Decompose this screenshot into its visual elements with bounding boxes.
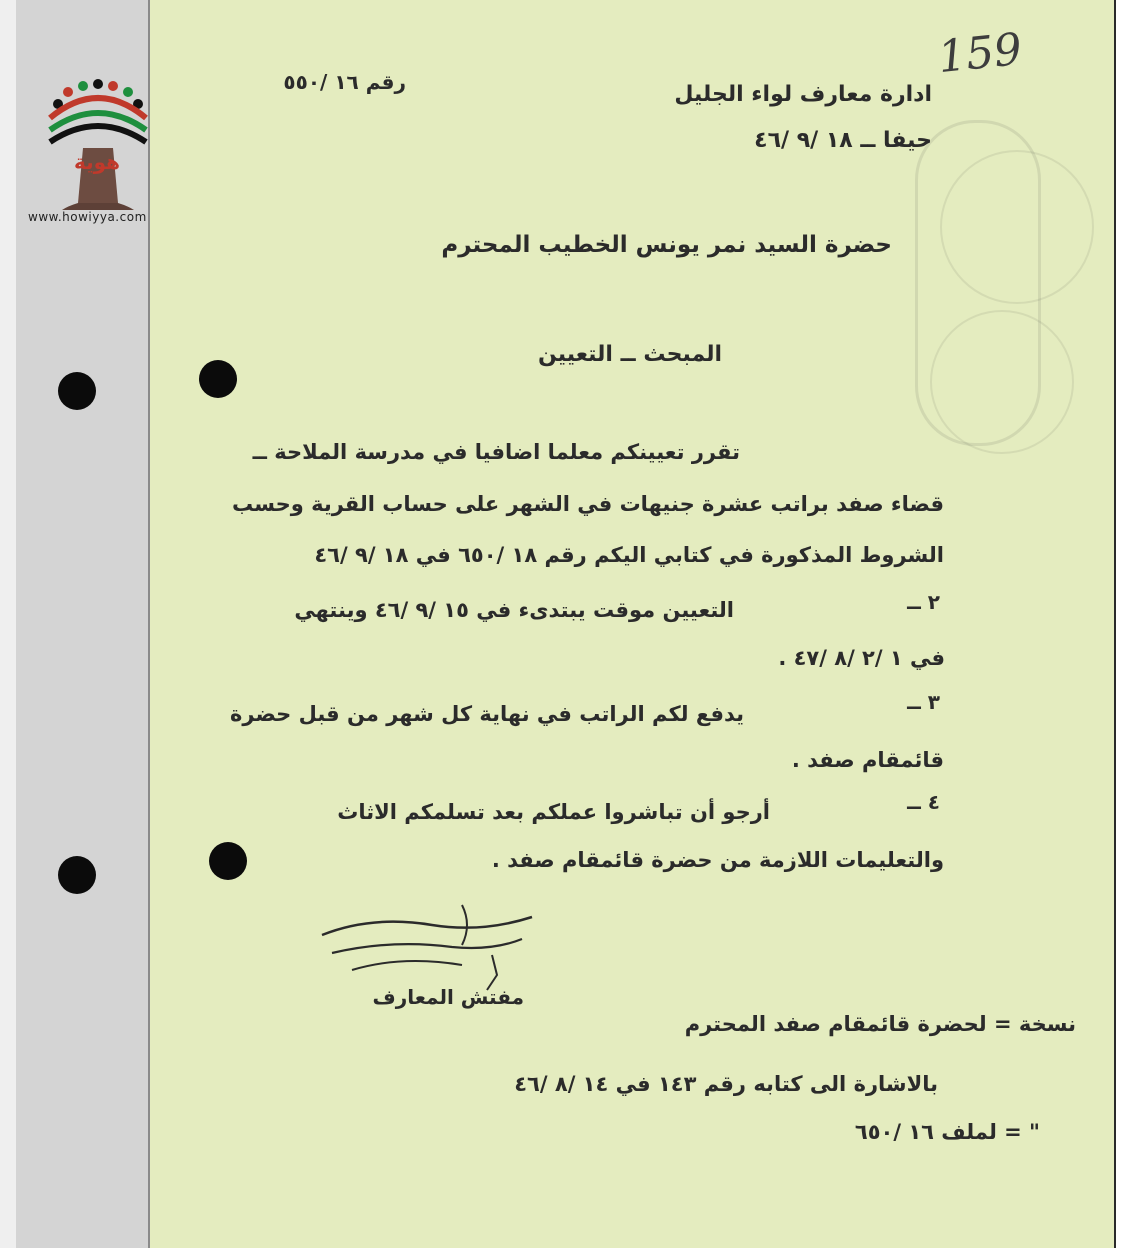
- reference-number: رقم ١٦ /٥٥٠: [283, 70, 406, 94]
- place-date: حيفا ــ ١٨ /٩ /٤٦: [754, 128, 932, 153]
- copy-note-line-3: " = لملف ١٦ /٦٥٠: [854, 1120, 1040, 1144]
- page-right-edge: [1114, 0, 1126, 1248]
- item-2-line-1: التعيين موقت يبتدىء في ١٥ /٩ /٤٦ وينتهي: [294, 598, 734, 622]
- faded-stamp-circle: [930, 310, 1074, 454]
- item-2-number: ٢ ــ: [907, 590, 940, 614]
- logo-brand-text: هوية: [74, 150, 121, 174]
- paragraph-1-line-1: تقرر تعيينكم معلما اضافيا في مدرسة الملاحة ــ: [252, 440, 740, 464]
- punch-hole-left-top: [58, 372, 96, 410]
- paragraph-1-line-2: قضاء صفد براتب عشرة جنيهات في الشهر على حساب القرية وحسب: [232, 492, 944, 516]
- item-3-number: ٣ ــ: [907, 690, 940, 714]
- subject-line: المبحث ــ التعيين: [538, 342, 722, 367]
- item-3-line-2: قائمقام صفد .: [791, 748, 944, 772]
- addressee: حضرة السيد نمر يونس الخطيب المحترم: [441, 232, 892, 258]
- punch-hole-right-top: [199, 360, 237, 398]
- copy-note-line-1: نسخة = لحضرة قائمقام صفد المحترم: [684, 1012, 1076, 1036]
- people-icons: [50, 79, 146, 142]
- punch-hole-right-bottom: [209, 842, 247, 880]
- page-number: 159: [935, 23, 1025, 84]
- item-4-line-2: والتعليمات اللازمة من حضرة قائمقام صفد .: [491, 848, 944, 872]
- item-3-line-1: يدفع لكم الراتب في نهاية كل شهر من قبل حضرة: [230, 702, 744, 726]
- item-4-number: ٤ ــ: [907, 790, 940, 814]
- item-2-line-2: في ١ /٢ /٨ /٤٧ .: [778, 646, 945, 670]
- copy-note-line-2: بالاشارة الى كتابه رقم ١٤٣ في ١٤ /٨ /٤٦: [514, 1072, 938, 1096]
- paragraph-1-line-3: الشروط المذكورة في كتابي اليكم رقم ١٨ /٦٥٠ في ١٨ /٩ /٤٦: [314, 543, 944, 567]
- item-4-line-1: أرجو أن تباشروا عملكم بعد تسلمكم الاثاث: [337, 800, 770, 824]
- binder-strip-edge: [0, 0, 16, 1248]
- watermark-url: www.howiyya.com: [28, 210, 147, 224]
- punch-hole-left-bottom: [58, 856, 96, 894]
- faded-stamp-circle: [940, 150, 1094, 304]
- signatory-title: مفتش المعارف: [372, 985, 524, 1009]
- department-name: ادارة معارف لواء الجليل: [674, 82, 932, 107]
